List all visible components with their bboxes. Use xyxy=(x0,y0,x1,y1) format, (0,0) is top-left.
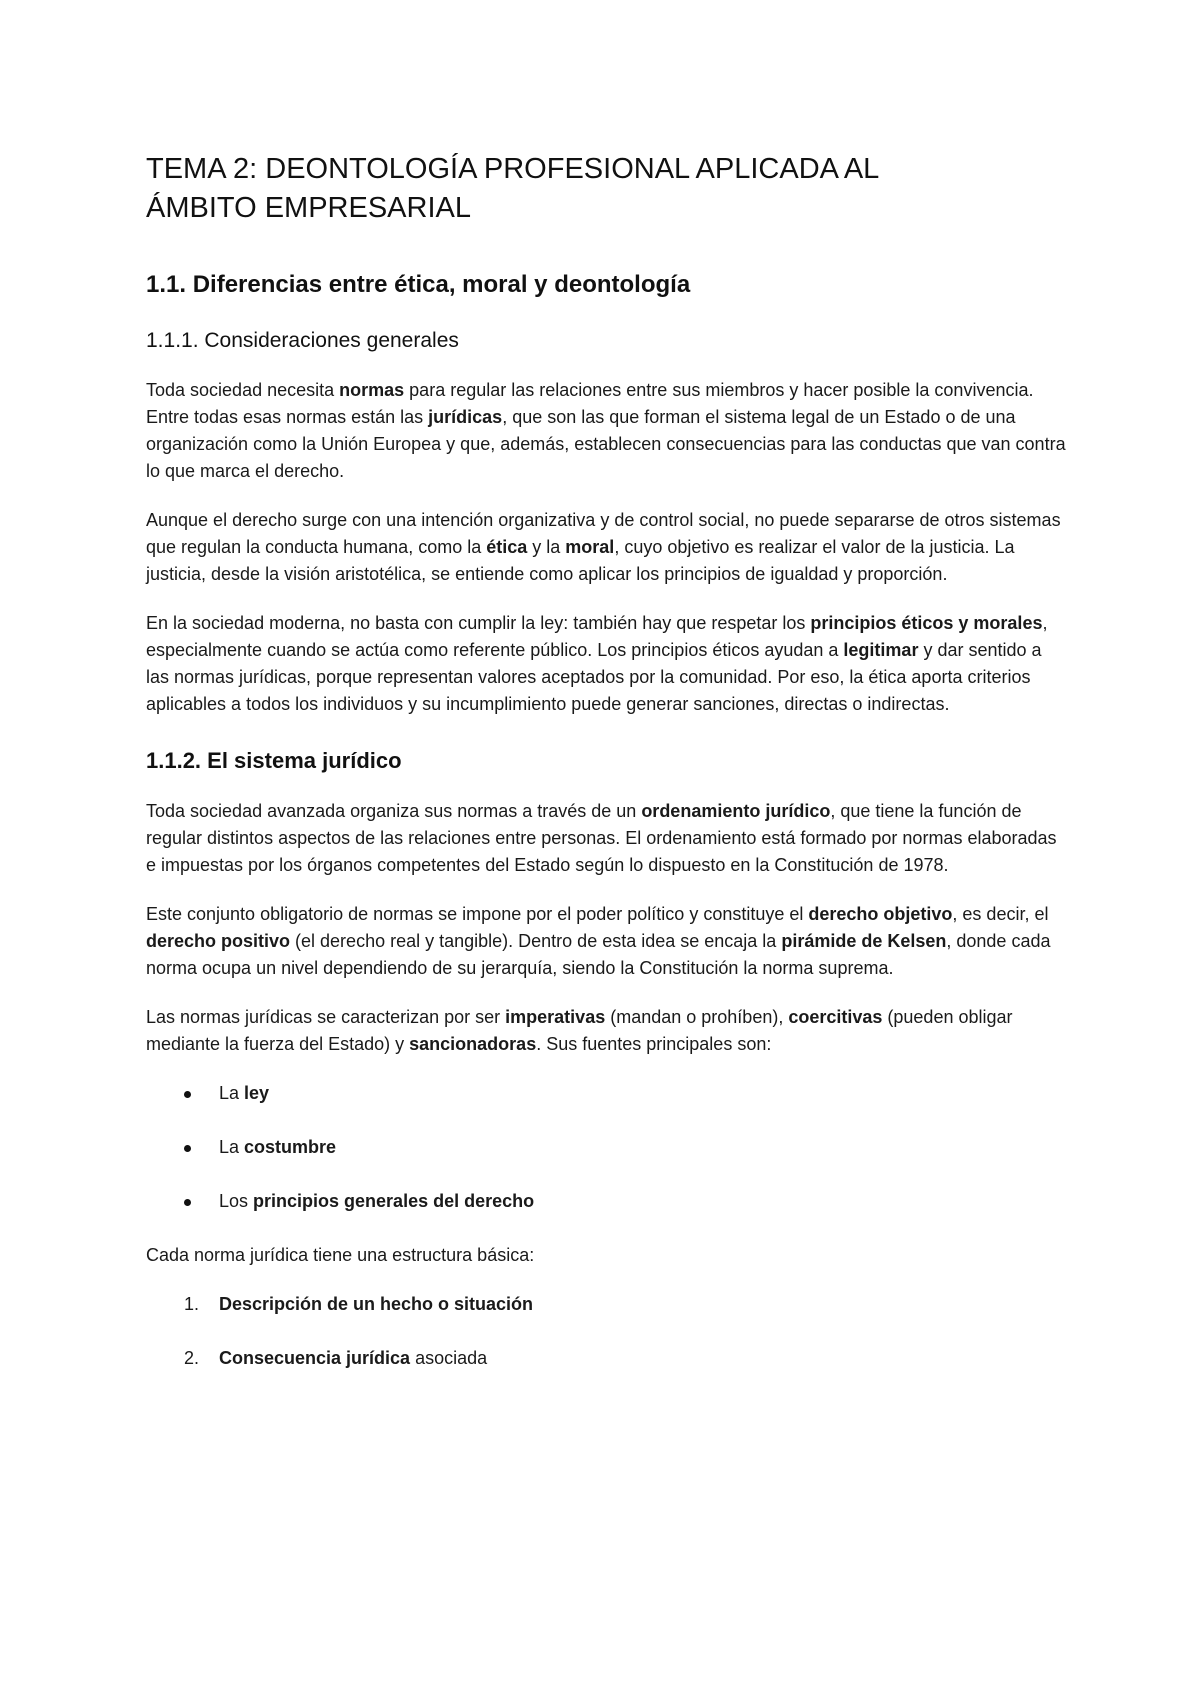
list-number: 2. xyxy=(184,1348,200,1368)
bold-term: Consecuencia jurídica xyxy=(219,1348,411,1368)
bold-term: principios generales del derecho xyxy=(253,1191,535,1211)
bold-term: costumbre xyxy=(244,1137,337,1157)
list-item xyxy=(146,1188,1066,1215)
bold-term: sancionadoras xyxy=(409,1034,537,1054)
paragraph-principios xyxy=(146,610,1066,718)
list-item xyxy=(146,1291,1066,1318)
text-run: (el derecho real y tangible). Dentro de esta idea se encaja la xyxy=(290,931,782,951)
title-line-2: ÁMBITO EMPRESARIAL xyxy=(146,192,471,224)
text-run: Los xyxy=(219,1191,254,1211)
section-heading-1-1-2: 1.1.2. El sistema jurídico xyxy=(146,748,402,773)
text-run: (mandan o prohíben), xyxy=(605,1007,789,1027)
bold-term: principios éticos y morales xyxy=(810,613,1043,633)
bold-term: Descripción de un hecho o situación xyxy=(219,1294,534,1314)
text-run: Las normas jurídicas se caracterizan por ser xyxy=(146,1007,506,1027)
text-run: para regular las relaciones entre sus miembros y hacer posible la convivencia. Entre todas esas normas están las xyxy=(146,380,1034,427)
bold-term: pirámide de Kelsen xyxy=(781,931,947,951)
paragraph-normas xyxy=(146,377,1066,485)
text-run: Toda sociedad avanzada organiza sus normas a través de un xyxy=(146,801,642,821)
section-heading-1-1: 1.1. Diferencias entre ética, moral y deontología xyxy=(146,271,691,298)
text-run: La xyxy=(219,1083,245,1103)
bold-term: imperativas xyxy=(505,1007,606,1027)
text-run: asociada xyxy=(410,1348,488,1368)
bold-term: legitimar xyxy=(843,640,919,660)
document-content xyxy=(146,150,1066,1399)
bold-term: moral xyxy=(565,537,615,557)
text-run: , cuyo objetivo es realizar el valor de la justicia. La justicia, desde la visión aristotélica, se entiende como aplicar los principios de igualdad y proporción. xyxy=(146,537,1015,584)
bold-term: ordenamiento jurídico xyxy=(641,801,831,821)
text-run: En la sociedad moderna, no basta con cumplir la ley: también hay que respetar los xyxy=(146,613,811,633)
paragraph-etica-moral xyxy=(146,507,1066,588)
text-run: , es decir, el xyxy=(952,904,1049,924)
paragraph-estructura: Cada norma jurídica tiene una estructura básica: xyxy=(146,1245,535,1265)
list-item xyxy=(146,1345,1066,1372)
bullet-icon xyxy=(184,1199,191,1206)
bold-term: normas xyxy=(339,380,405,400)
list-item xyxy=(146,1080,1066,1107)
document-title xyxy=(146,150,1066,228)
bold-term: jurídicas xyxy=(428,407,503,427)
text-run: Toda sociedad necesita xyxy=(146,380,340,400)
text-run: , especialmente cuando se actúa como referente público. Los principios éticos ayudan a xyxy=(146,613,1048,660)
structure-list xyxy=(146,1291,1066,1372)
text-run: , que son las que forman el sistema legal de un Estado o de una organización como la Unión Europea y que, además, establecen consecuencias para las conductas que van contra lo que marca el derecho. xyxy=(146,407,1066,481)
text-run: La xyxy=(219,1137,245,1157)
text-run: Aunque el derecho surge con una intención organizativa y de control social, no puede separarse de otros sistemas que regulan la conducta humana, como la xyxy=(146,510,1061,557)
bold-term: derecho positivo xyxy=(146,931,291,951)
text-run: y dar sentido a las normas jurídicas, porque representan valores aceptados por la comunidad. Por eso, la ética aporta criterios aplicables a todos los individuos y su incumplimiento puede generar sanciones, directas o indirectas. xyxy=(146,640,1042,714)
text-run: , donde cada norma ocupa un nivel dependiendo de su jerarquía, siendo la Constitución la norma suprema. xyxy=(146,931,1051,978)
bullet-icon xyxy=(184,1145,191,1152)
bold-term: ética xyxy=(486,537,528,557)
title-line-1: TEMA 2: DEONTOLOGÍA PROFESIONAL APLICADA AL xyxy=(146,153,880,185)
text-run: y la xyxy=(527,537,566,557)
bullet-icon xyxy=(184,1091,191,1098)
bold-term: ley xyxy=(244,1083,270,1103)
text-run: . Sus fuentes principales son: xyxy=(536,1034,772,1054)
bold-term: coercitivas xyxy=(788,1007,883,1027)
paragraph-caracteristicas xyxy=(146,1004,1066,1058)
list-item xyxy=(146,1134,1066,1161)
paragraph-ordenamiento xyxy=(146,798,1066,879)
sources-list xyxy=(146,1080,1066,1215)
text-run: , que tiene la función de regular distintos aspectos de las relaciones entre personas. El ordenamiento está formado por normas elaboradas e impuestas por los órganos competentes del Estado según lo dispuesto en la Constitución de 1978. xyxy=(146,801,1057,875)
text-run: Este conjunto obligatorio de normas se impone por el poder político y constituye el xyxy=(146,904,809,924)
section-heading-1-1-1: 1.1.1. Consideraciones generales xyxy=(146,329,459,352)
text-run: (pueden obligar mediante la fuerza del Estado) y xyxy=(146,1007,1013,1054)
list-number: 1. xyxy=(184,1294,200,1314)
bold-term: derecho objetivo xyxy=(808,904,953,924)
paragraph-derecho-objetivo xyxy=(146,901,1066,982)
